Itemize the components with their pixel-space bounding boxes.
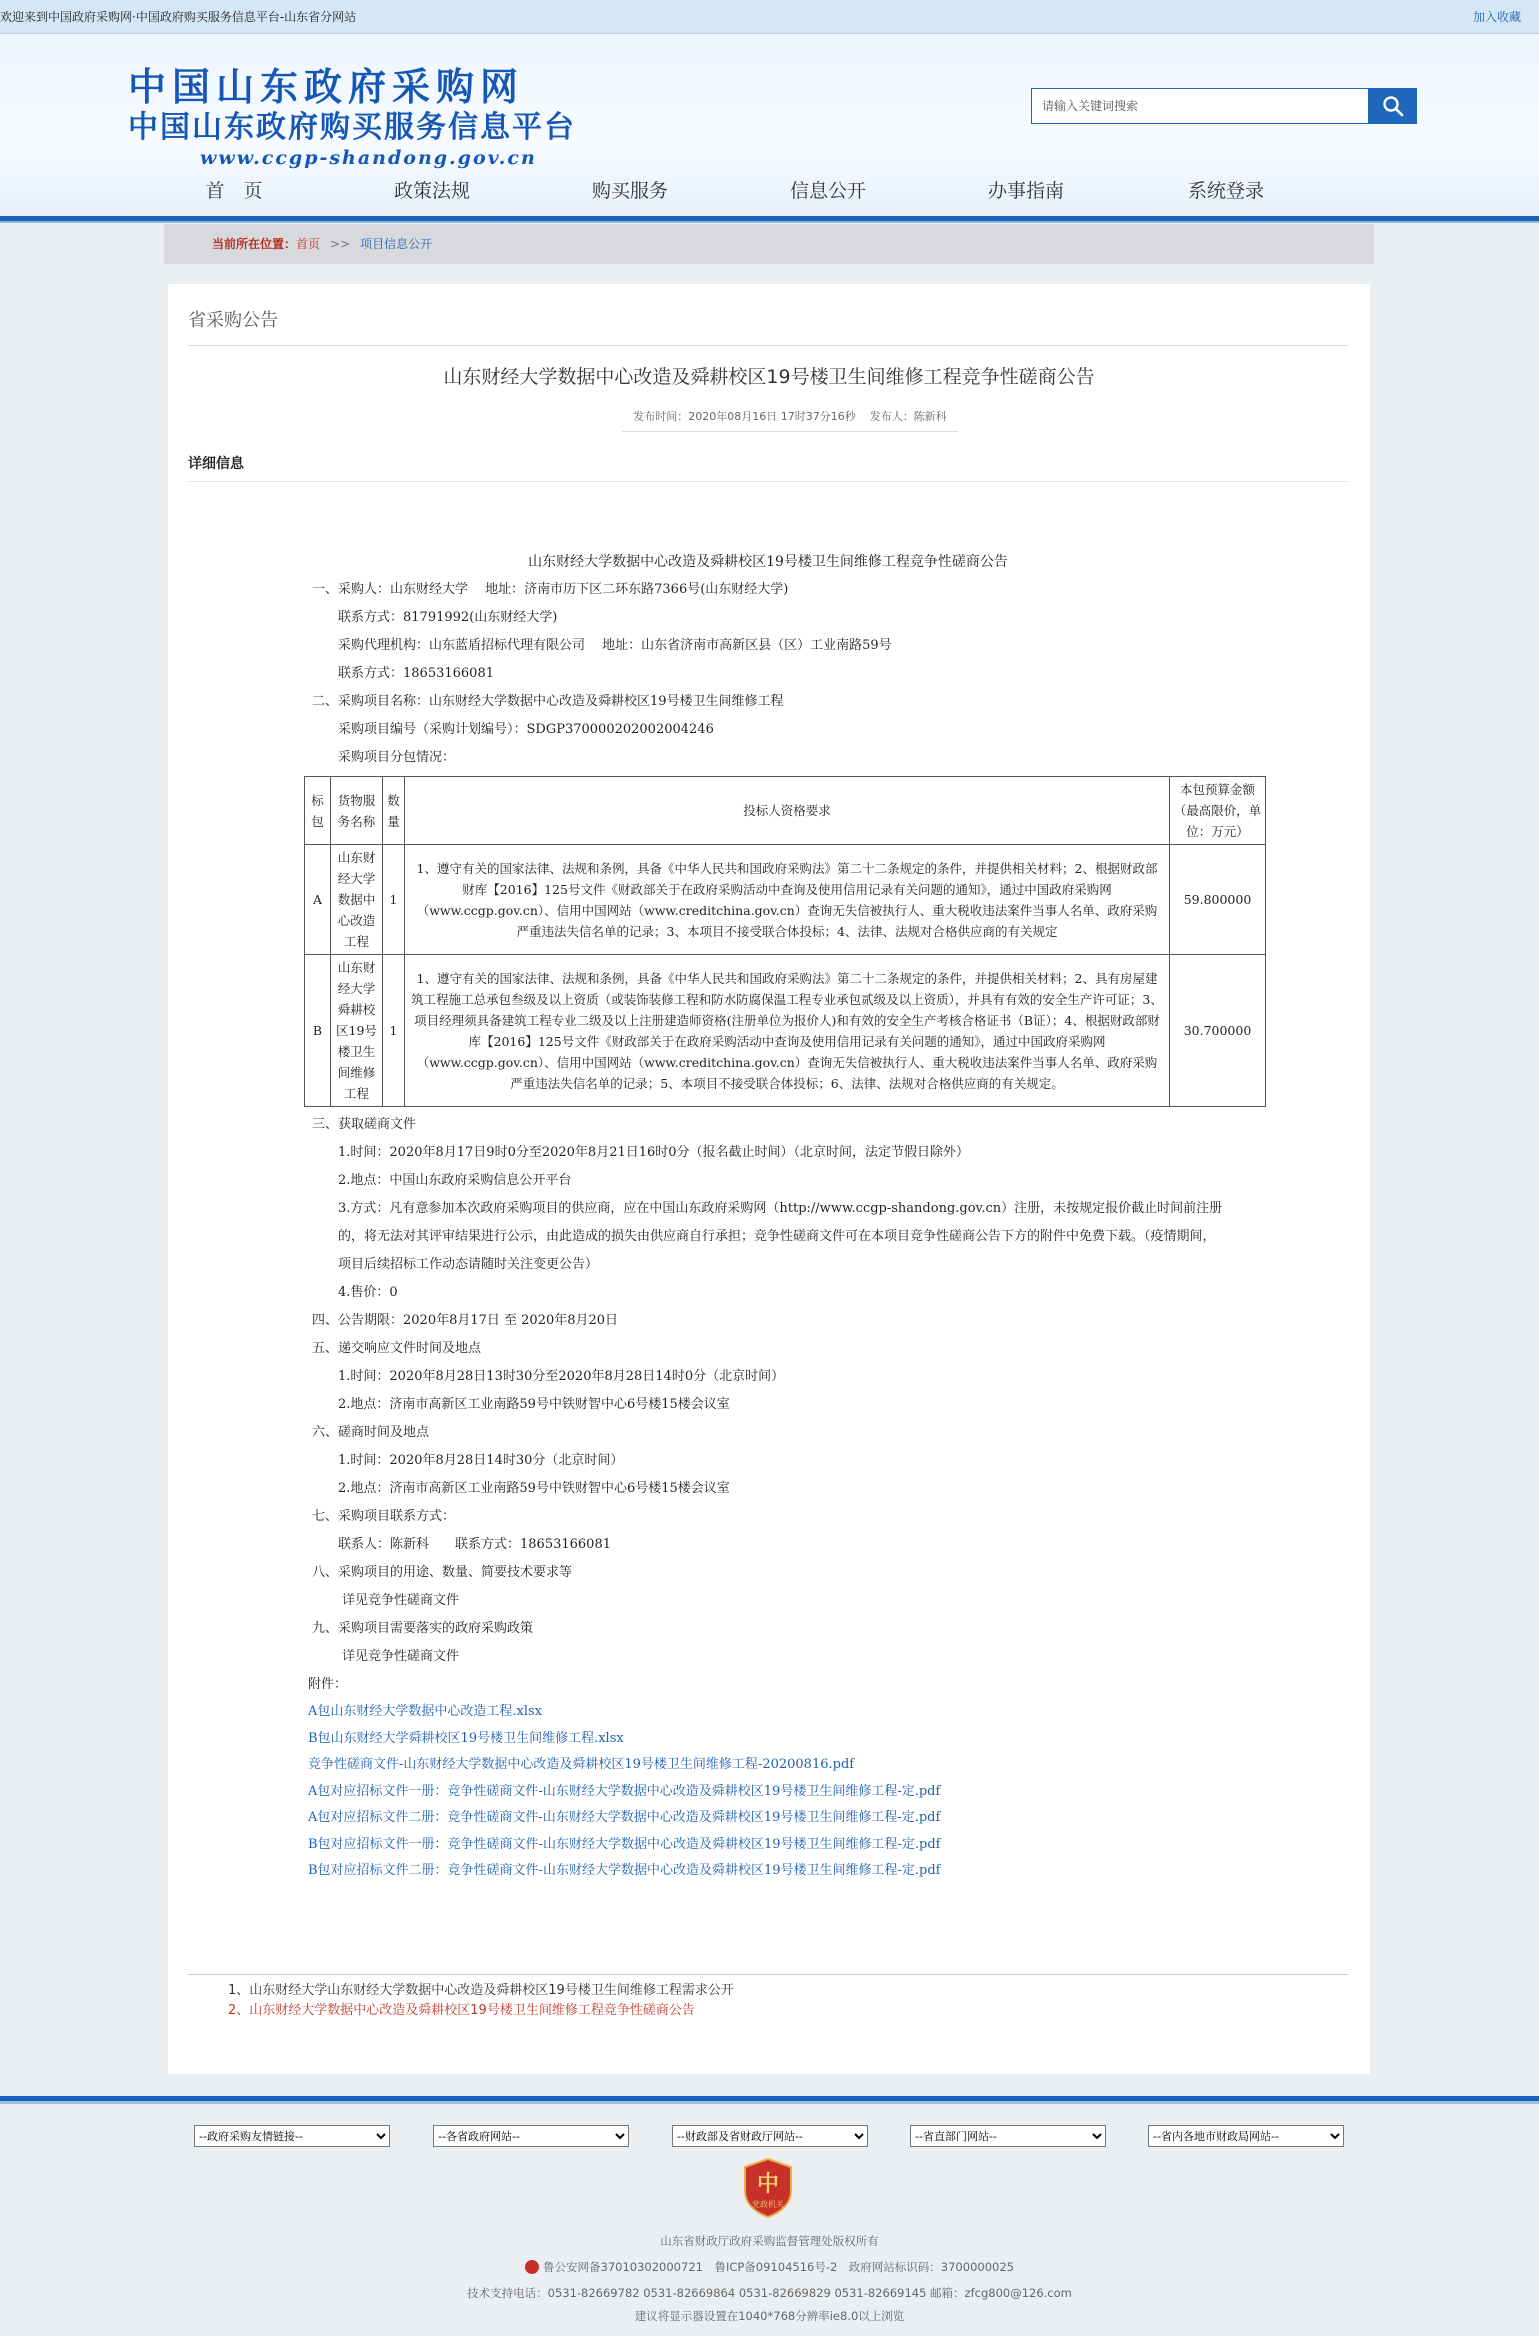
page-title: 山东财经大学数据中心改造及舜耕校区19号楼卫生间维修工程竞争性磋商公告 <box>443 366 1095 388</box>
policy-detail: 详见竞争性磋商文件 <box>342 1649 460 1664</box>
negotiation-place: 2.地点：济南市高新区工业南路59号中铁财智中心6号楼15楼会议室 <box>338 1481 730 1496</box>
attachment-link[interactable]: A包对应招标文件二册：竞争性磋商文件-山东财经大学数据中心改造及舜耕校区19号楼卫生间维修工程-定.pdf <box>308 1810 941 1825</box>
search-input[interactable] <box>1031 88 1369 124</box>
finance-sites-select[interactable] <box>672 2125 868 2147</box>
nav-info-disclosure[interactable]: 信息公开 <box>789 180 866 202</box>
purchaser-contact: 联系方式：81791992(山东财经大学) <box>338 610 558 625</box>
procurement-links-select[interactable] <box>194 2125 390 2147</box>
svg-text:中: 中 <box>756 2171 780 2197</box>
city-finance-select[interactable] <box>1148 2125 1344 2147</box>
package-cell: A <box>305 845 331 955</box>
footer-divider <box>0 2096 1539 2104</box>
footer-copyright: 山东省财政厅政府采购监督管理处版权所有 <box>660 2234 879 2248</box>
agency-info: 采购代理机构：山东蓝盾招标代理有限公司 地址：山东省济南市高新区县（区）工业南路59号 <box>338 638 892 653</box>
get-documents-time: 1.时间：2020年8月17日9时0分至2020年8月21日16时0分（报名截止时间）（北京时间，法定节假日除外） <box>338 1145 970 1160</box>
section-project-name: 二、采购项目名称：山东财经大学数据中心改造及舜耕校区19号楼卫生间维修工程 <box>312 694 784 709</box>
logo-subtitle: 中国山东政府购买服务信息平台 <box>128 110 576 145</box>
nav-home[interactable]: 首 页 <box>205 180 263 202</box>
footer-record: 鲁公安网备37010302000721 鲁ICP备09104516号-2 政府网站标识码：3700000025 <box>0 2254 1539 2280</box>
content-title: 山东财经大学数据中心改造及舜耕校区19号楼卫生间维修工程竞争性磋商公告 <box>528 554 1008 570</box>
publisher: 发布人：陈新科 <box>869 410 947 423</box>
attachments-label: 附件： <box>308 1677 348 1692</box>
svg-text:党政机关: 党政机关 <box>752 2200 784 2209</box>
site-header <box>0 34 1539 216</box>
nav-divider <box>0 216 1539 223</box>
footer-support: 技术支持电话：0531-82669782 0531-82669864 0531-82669829 0531-82669145 邮箱：zfcg800@126.com <box>467 2286 1072 2300</box>
attachment-link[interactable]: B包对应招标文件二册：竞争性磋商文件-山东财经大学数据中心改造及舜耕校区19号楼卫生间维修工程-定.pdf <box>308 1863 941 1878</box>
section-submission: 五、递交响应文件时间及地点 <box>312 1341 482 1356</box>
attachment-list <box>308 1699 1228 1885</box>
notice-content <box>308 548 1262 1885</box>
qty-cell: 1 <box>383 845 405 955</box>
party-government-emblem-icon[interactable] <box>741 2157 795 2219</box>
main-nav <box>0 166 1539 216</box>
table-row <box>305 955 1266 1107</box>
package-cell: B <box>305 955 331 1107</box>
logo-url: www.ccgp-shandong.gov.cn <box>200 147 537 169</box>
header-cell: 标包 <box>305 777 331 845</box>
breadcrumb <box>164 224 1374 264</box>
publish-time: 发布时间：2020年08月16日 17时37分16秒 <box>633 410 856 423</box>
section-purchaser: 一、采购人：山东财经大学 地址：济南市历下区二环东路7366号(山东财经大学) <box>312 582 789 597</box>
footer-tip: 建议将显示器设置在1040*768分辨率ie8.0以上浏览 <box>634 2309 905 2323</box>
get-documents-price: 4.售价：0 <box>338 1285 398 1300</box>
related-link-current[interactable]: 2、山东财经大学数据中心改造及舜耕校区19号楼卫生间维修工程竞争性磋商公告 <box>228 2003 695 2018</box>
nav-policy[interactable]: 政策法规 <box>393 180 470 202</box>
requirement-cell: 1、遵守有关的国家法律、法规和条例，具备《中华人民共和国政府采购法》第二十二条规定的条件，并提供相关材料；2、具有房屋建筑工程施工总承包叁级及以上资质（或装饰装修工程和防水防腐保温工程专业承包贰级及以上资质），并具有有效的安全生产许可证；3、项目经理须具备建筑工程专业二级及以上注册建造师资格(注册单位为报价人)和有效的安全生产考核合格证书（B证）；4、根据财政部财库【2016】125号文件《财政部关于在政府采购活动中查询及使用信用记录有关问题的通知》，通过中国政府采购网（www.ccgp.gov.cn）、信用中国网站（www.creditchina.gov.cn）查询无失信被执行人、重大税收违法案件当事人名单、政府采购严重违法失信名单的记录；5、本项目不接受联合体投标；6、法律、法规对合格供应商的有关规定。 <box>405 955 1170 1107</box>
attachment-link[interactable]: A包对应招标文件一册：竞争性磋商文件-山东财经大学数据中心改造及舜耕校区19号楼卫生间维修工程-定.pdf <box>308 1783 941 1799</box>
department-sites-select[interactable] <box>910 2125 1106 2147</box>
get-documents-method: 3.方式：凡有意参加本次政府采购项目的供应商，应在中国山东政府采购网（http://www.ccgp-shandong.gov.cn）注册，未按规定报价截止时间前注册的，将无法对其评审结果进行公示，由此造成的损失由供应商自行承担；竞争性磋商文件可在本项目竞争性磋商公告下方的附件中免费下载。（疫情期间，项目后续招标工作动态请随时关注变更公告） <box>338 1201 1223 1272</box>
agency-contact: 联系方式：18653166081 <box>338 666 494 681</box>
nav-login[interactable]: 系统登录 <box>1187 180 1264 202</box>
header-cell: 投标人资格要求 <box>405 777 1170 845</box>
section-title: 省采购公告 <box>188 306 1348 346</box>
budget-cell: 30.700000 <box>1170 955 1266 1107</box>
section-notice-period: 四、公告期限：2020年8月17日 至 2020年8月20日 <box>312 1313 619 1328</box>
requirement-cell: 1、遵守有关的国家法律、法规和条例，具备《中华人民共和国政府采购法》第二十二条规定的条件，并提供相关材料；2、根据财政部财库【2016】125号文件《财政部关于在政府采购活动中查询及使用信用记录有关问题的通知》，通过中国政府采购网（www.ccgp.gov.cn）、信用中国网站（www.creditchina.gov.cn）查询无失信被执行人、重大税收违法案件当事人名单、政府采购严重违法失信名单的记录；3、本项目不接受联合体投标；4、法律、法规对合格供应商的有关规定 <box>405 845 1170 955</box>
detail-heading: 详细信息 <box>188 446 1348 482</box>
table-row <box>305 845 1266 955</box>
add-favorite-link[interactable]: 加入收藏 <box>1472 10 1521 24</box>
negotiation-time: 1.时间：2020年8月28日14时30分（北京时间） <box>338 1453 624 1468</box>
header-cell: 货物服务名称 <box>331 777 383 845</box>
name-cell: 山东财经大学数据中心改造工程 <box>331 845 383 955</box>
section-negotiation: 六、磋商时间及地点 <box>312 1425 430 1440</box>
contact-info: 联系人：陈新科 联系方式：18653166081 <box>338 1537 611 1552</box>
footer-info <box>0 2228 1539 2326</box>
name-cell: 山东财经大学舜耕校区19号楼卫生间维修工程 <box>331 955 383 1107</box>
top-bar <box>0 0 1539 34</box>
qty-cell: 1 <box>383 955 405 1107</box>
usage-detail: 详见竞争性磋商文件 <box>342 1593 460 1608</box>
table-header-row <box>305 777 1266 845</box>
section-usage: 八、采购项目的用途、数量、简要技术要求等 <box>312 1565 573 1580</box>
nav-guide[interactable]: 办事指南 <box>987 180 1064 202</box>
package-info-label: 采购项目分包情况： <box>338 750 456 765</box>
attachment-link[interactable]: A包山东财经大学数据中心改造工程.xlsx <box>308 1704 543 1719</box>
province-sites-select[interactable] <box>433 2125 629 2147</box>
submission-place: 2.地点：济南市高新区工业南路59号中铁财智中心6号楼15楼会议室 <box>338 1397 730 1412</box>
header-cell: 数量 <box>383 777 405 845</box>
project-number: 采购项目编号（采购计划编号）：SDGP370000202002004246 <box>338 722 714 737</box>
search-icon <box>1382 95 1404 117</box>
breadcrumb-separator: >> <box>330 237 351 251</box>
breadcrumb-label: 当前所在位置： <box>212 237 297 251</box>
notice-card <box>168 284 1370 2074</box>
logo-title: 中国山东政府采购网 <box>128 64 525 109</box>
search-box <box>1031 88 1417 124</box>
package-table <box>304 776 1266 1107</box>
nav-purchase-service[interactable]: 购买服务 <box>591 180 668 202</box>
get-documents-place: 2.地点：中国山东政府采购信息公开平台 <box>338 1173 572 1188</box>
notice-meta <box>622 402 958 432</box>
header-cell: 本包预算金额（最高限价，单位：万元） <box>1170 777 1266 845</box>
attachment-link[interactable]: 竞争性磋商文件-山东财经大学数据中心改造及舜耕校区19号楼卫生间维修工程-20200816.pdf <box>308 1757 855 1772</box>
breadcrumb-home[interactable]: 首页 <box>296 237 321 251</box>
section-get-documents: 三、获取磋商文件 <box>312 1117 417 1132</box>
search-button[interactable] <box>1369 88 1417 124</box>
related-notices <box>188 1974 1348 2021</box>
breadcrumb-current[interactable]: 项目信息公开 <box>360 237 433 251</box>
budget-cell: 59.800000 <box>1170 845 1266 955</box>
submission-time: 1.时间：2020年8月28日13时30分至2020年8月28日14时0分（北京时间） <box>338 1369 785 1384</box>
attachment-link[interactable]: B包对应招标文件一册：竞争性磋商文件-山东财经大学数据中心改造及舜耕校区19号楼卫生间维修工程-定.pdf <box>308 1836 941 1852</box>
police-badge-icon <box>525 2260 539 2274</box>
link-selects <box>0 2125 1539 2149</box>
section-policy: 九、采购项目需要落实的政府采购政策 <box>312 1621 534 1636</box>
welcome-text: 欢迎来到中国政府采购网·中国政府购买服务信息平台-山东省分网站 <box>0 10 357 24</box>
related-link[interactable]: 1、山东财经大学山东财经大学数据中心改造及舜耕校区19号楼卫生间维修工程需求公开 <box>228 1983 734 1998</box>
attachment-link[interactable]: B包山东财经大学舜耕校区19号楼卫生间维修工程.xlsx <box>308 1730 624 1746</box>
section-contact: 七、采购项目联系方式： <box>312 1509 456 1524</box>
